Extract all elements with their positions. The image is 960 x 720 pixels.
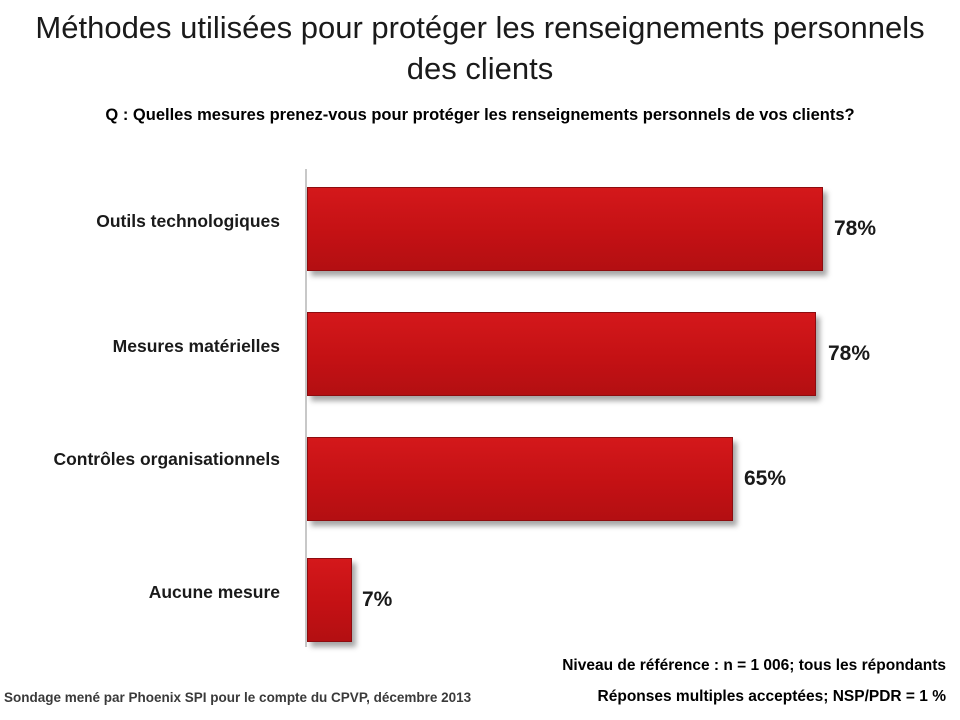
note-base-size: Niveau de référence : n = 1 006; tous les répondants: [562, 657, 946, 674]
chart-row: [0, 550, 960, 650]
note-multiple-responses: Réponses multiples acceptées; NSP/PDR = 1 %: [597, 688, 946, 705]
bar-value-label: 7%: [362, 588, 393, 611]
bar-container: [307, 312, 816, 396]
bar-container: [307, 558, 352, 642]
bar-chart: [0, 165, 960, 655]
category-label: Outils technologiques: [96, 211, 280, 231]
bar-container: [307, 187, 823, 271]
source-credit: Sondage mené par Phoenix SPI pour le compte du CPVP, décembre 2013: [4, 690, 472, 705]
bar-mesures-materielles: [307, 312, 816, 396]
page-title: Méthodes utilisées pour protéger les renseignements personnels des clients: [35, 10, 925, 86]
bar-outils-technologiques: [307, 187, 823, 271]
chart-row: [0, 429, 960, 529]
question-text: Q : Quelles mesures prenez-vous pour protéger les renseignements personnels de vos clients?: [105, 106, 855, 124]
bar-value-label: 78%: [834, 217, 877, 240]
bar-controles-organisationnels: [307, 437, 733, 521]
chart-row: [0, 304, 960, 404]
bar-value-label: 65%: [744, 467, 787, 490]
category-label: Aucune mesure: [148, 582, 280, 602]
bar-value-label: 78%: [828, 342, 871, 365]
bar-aucune-mesure: [307, 558, 352, 642]
category-label: Mesures matérielles: [112, 336, 280, 356]
bar-container: [307, 437, 733, 521]
category-label: Contrôles organisationnels: [53, 449, 280, 469]
chart-row: [0, 179, 960, 279]
